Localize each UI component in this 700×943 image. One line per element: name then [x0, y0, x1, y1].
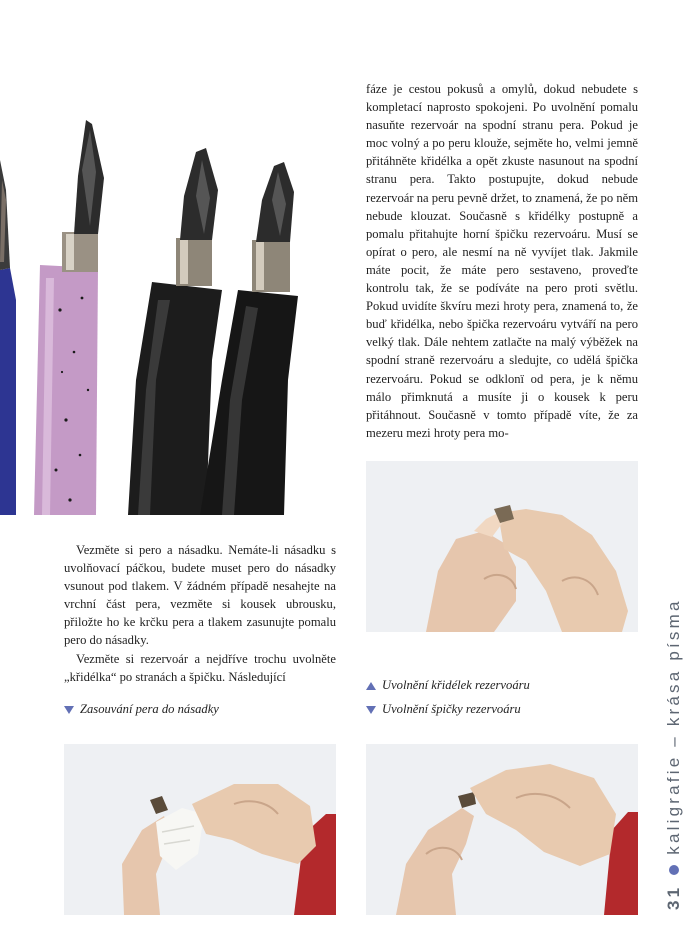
wings-photo: [366, 461, 638, 632]
caption-insert: [64, 702, 219, 717]
caption-wings-text: Uvolnění křidélek rezervoáru: [382, 678, 530, 692]
bullet-dot-icon: [669, 865, 679, 875]
right-paragraph: fáze je cestou pokusů a omylů, dokud nebudete s kompletací naprosto spokojeni. Po uvolnění pomalu nasuňte rezervoár na spodní stranu pera. Pokud je moc volný a po peru klouže, sejměte ho, velmi jemně přitáhněte křidélka a opět zkuste nasunout na spodní stranu pera. Takto postupujte, dokud nebude rezervoár na peru pevně držet, to znamená, že po něm nebude klouzat. Současně s křidélky postupně a pomalu přitahujte horní špičku rezervoáru. Musí se opírat o pero, ale nesmí na ně vyvíjet tlak. Jakmile máte pocit, že máte pero sestaveno, proveďte kontrolu tak, že se podíváte na pero proti světlu. Pokud uvidíte škvíru mezi hroty pera, znamená to, že buď křidélka, nebo špička rezervoáru vytváří na pero velký tlak. Dále nehtem zatlačte na malý výběžek na spodní straně rezervoáru a sledujte, co udělá špička rezervoáru. Pokud se odklonï od pera, je k němu málo přimknutá a musíte ji o kousek k peru přitáhnout. Současně v tomto případě víte, že za mezeru mezi hroty pera mo-: [366, 82, 638, 440]
caption-insert-text: Zasouvání pera do násadky: [80, 702, 219, 716]
triangle-down-icon: [366, 706, 376, 714]
caption-tip: [366, 702, 521, 717]
side-running-title: [662, 470, 686, 910]
tip-photo: [366, 744, 638, 915]
right-column-text: [366, 80, 638, 442]
left-paragraph-2: Vezměte si rezervoár a nejdříve trochu uvolněte „křidélka“ po stranách a špičku. Následující: [64, 651, 336, 684]
caption-tip-text: Uvolnění špičky rezervoáru: [382, 702, 521, 716]
triangle-down-icon: [64, 706, 74, 714]
left-column-text: [64, 541, 336, 686]
section-title: kaligrafie – krása písma: [664, 598, 683, 855]
insert-pen-photo: [64, 744, 336, 915]
triangle-up-icon: [366, 682, 376, 690]
left-paragraph-1: Vezměte si pero a násadku. Nemáte-li násadku s uvolňovací páčkou, budete muset pero do násadky vsunout pod tlakem. V žádném případě nesahejte na vrchní část pera, vezměte si kousek ubrousku, přiložte ho ke krčku pera a tlakem zasunujte pomalu pero do násadky.: [64, 543, 336, 648]
caption-wings: [366, 678, 530, 693]
pen-holders-photo: [0, 0, 336, 515]
page-number: 31: [664, 884, 683, 910]
